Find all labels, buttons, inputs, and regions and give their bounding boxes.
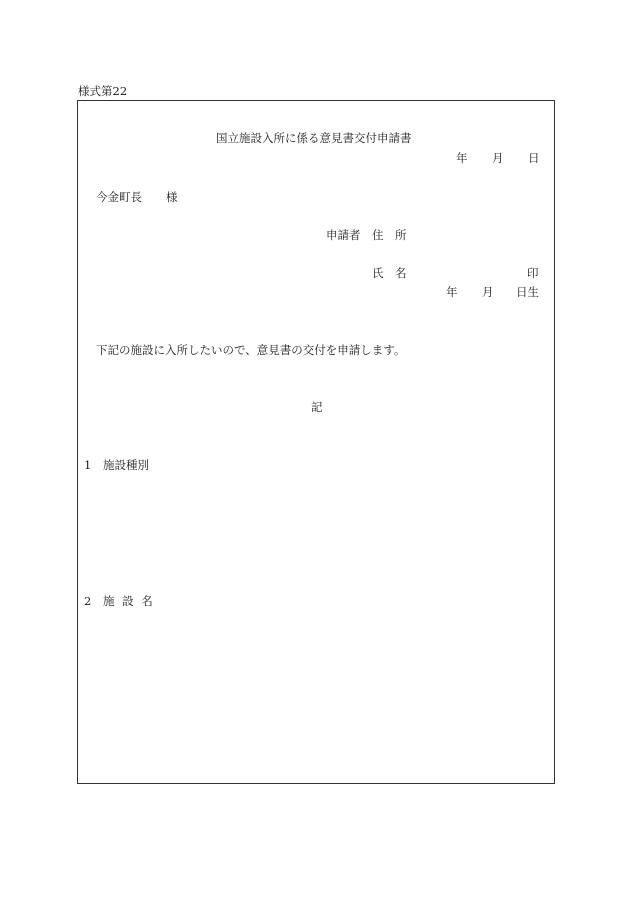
body-text: 下記の施設に入所したいので、意見書の交付を申請します。 (96, 343, 406, 357)
date-year: 年 (456, 151, 468, 165)
item-1-label: 施設種別 (103, 458, 149, 472)
birth-month: 月 (482, 285, 494, 299)
addressee-name: 今金町長 (96, 190, 142, 204)
item-2-label: 施 設 名 (103, 594, 155, 608)
form-title: 国立施設入所に係る意見書交付申請書 (216, 131, 412, 145)
applicant-address-label: 住 所 (372, 228, 407, 242)
date-month: 月 (492, 151, 504, 165)
birth-day: 日生 (516, 285, 539, 299)
applicant-label: 申請者 (326, 228, 361, 242)
item-2-number: 2 (84, 594, 92, 608)
item-1-number: 1 (84, 458, 92, 472)
form-frame (77, 100, 555, 784)
form-number: 様式第22 (78, 84, 128, 98)
birth-year: 年 (446, 285, 458, 299)
ki-heading: 記 (311, 400, 323, 414)
date-day: 日 (528, 151, 540, 165)
applicant-name-label: 氏 名 (372, 266, 407, 280)
addressee-honorific: 様 (166, 190, 178, 204)
seal-mark: 印 (527, 266, 539, 280)
